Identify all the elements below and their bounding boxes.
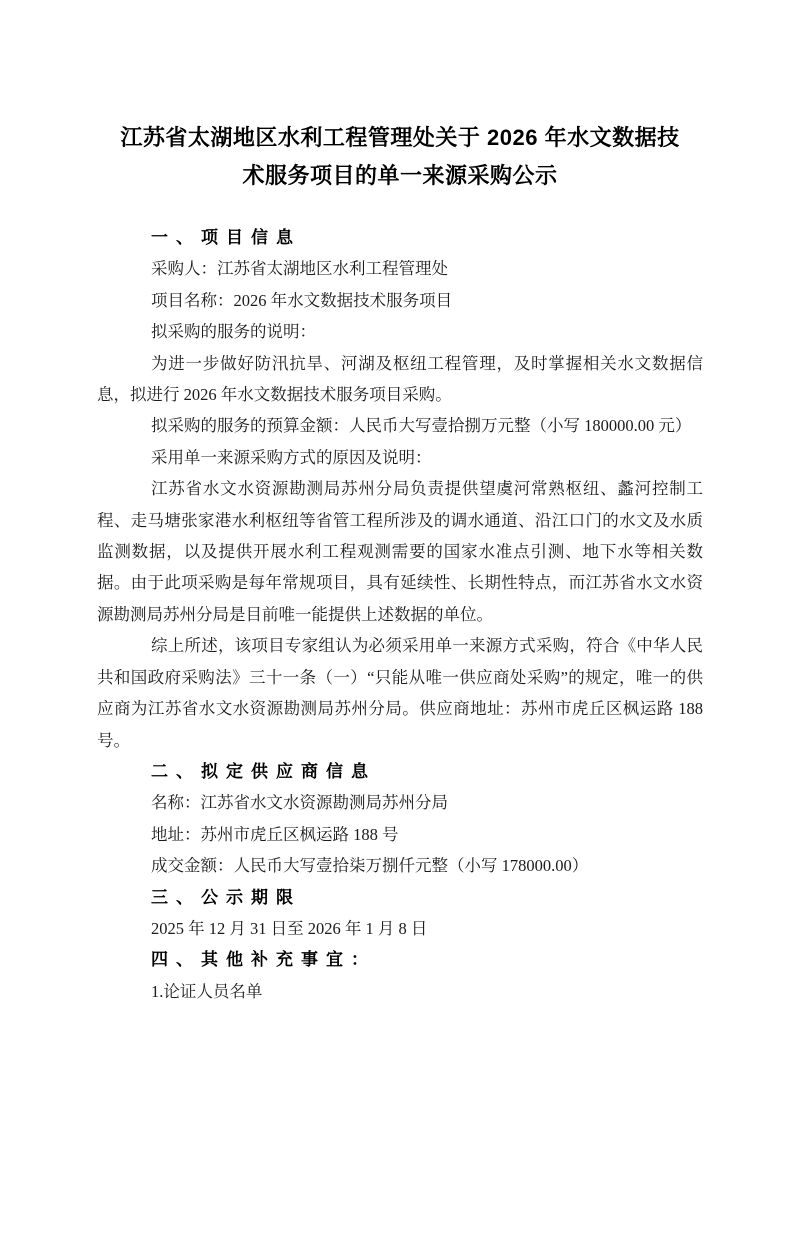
section-other-matters: [97, 944, 703, 1007]
section-supplier-info: [97, 756, 703, 882]
title-line-2: 术服务项目的单一来源采购公示: [242, 163, 558, 188]
paragraph-publicity-period-dates: 2025 年 12 月 31 日至 2026 年 1 月 8 日: [151, 918, 428, 938]
paragraph-reviewer-list-note: 1.论证人员名单: [151, 981, 263, 1001]
document-page: [0, 119, 800, 1250]
paragraph-supplier-address: 地址：苏州市虎丘区枫运路 188 号: [151, 824, 399, 844]
document-body: [97, 222, 703, 1007]
document-title: [100, 119, 700, 195]
paragraph-service-description: 为进一步做好防汛抗旱、河湖及枢纽工程管理，及时掌握相关水文数据信息，拟进行 2026 年水文数据技术服务项目采购。: [97, 353, 703, 405]
section-heading-project-info: 一、项目信息: [151, 228, 301, 247]
section-heading-publicity-period: 三、公示期限: [151, 887, 301, 907]
section-heading-other-matters: 四、其他补充事宜：: [151, 950, 376, 970]
section-heading-supplier-info: 二、拟定供应商信息: [151, 761, 376, 781]
section-publicity-period: [97, 882, 703, 945]
title-line-1: 江苏省太湖地区水利工程管理处关于 2026 年水文数据技: [120, 125, 680, 150]
paragraph-conclusion: 综上所述，该项目专家组认为必须采用单一来源方式采购，符合《中华人民共和国政府采购法》三十一条（一）“只能从唯一供应商处采购”的规定，唯一的供应商为江苏省水文水资源勘测局苏州分局。供应商地址：苏州市虎丘区枫运路 188 号。: [97, 636, 703, 750]
paragraph-deal-amount: 成交金额：人民币大写壹拾柒万捌仟元整（小写 178000.00）: [151, 856, 589, 876]
section-project-info: [97, 222, 703, 756]
paragraph-supplier-name: 名称：江苏省水文水资源勘测局苏州分局: [151, 793, 448, 813]
paragraph-single-source-reason-label: 采用单一来源采购方式的原因及说明：: [151, 447, 432, 467]
paragraph-project-name: 项目名称：2026 年水文数据技术服务项目: [151, 290, 453, 310]
paragraph-service-description-label: 拟采购的服务的说明：: [151, 322, 316, 342]
paragraph-single-source-reason-detail: 江苏省水文水资源勘测局苏州分局负责提供望虞河常熟枢纽、蠡河控制工程、走马塘张家港水利枢纽等省管工程所涉及的调水通道、沿江口门的水文及水质监测数据，以及提供开展水利工程观测需要的国家水准点引测、地下水等相关数据。由于此项采购是每年常规项目，具有延续性、长期性特点，而江苏省水文水资源勘测局苏州分局是目前唯一能提供上述数据的单位。: [97, 479, 703, 624]
paragraph-budget-amount: 拟采购的服务的预算金额：人民币大写壹拾捌万元整（小写 180000.00 元）: [151, 416, 692, 436]
paragraph-purchaser: 采购人：江苏省太湖地区水利工程管理处: [151, 259, 448, 279]
